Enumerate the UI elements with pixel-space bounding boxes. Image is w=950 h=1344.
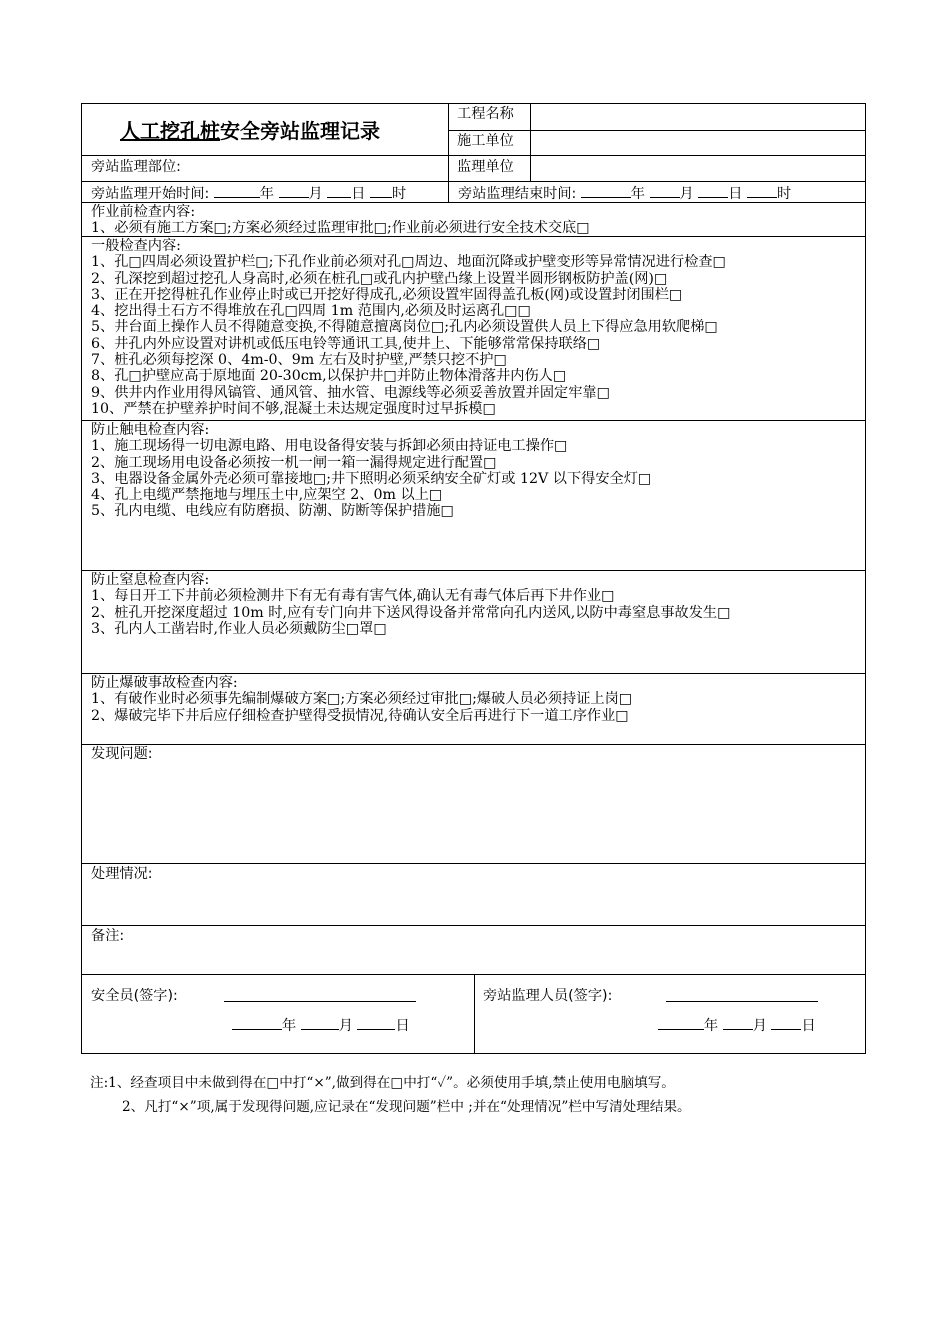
check-item[interactable]: 10、严禁在护壁养护时间不够,混凝土未达规定强度时过早拆模□	[91, 400, 496, 417]
end-time-row	[458, 185, 791, 202]
form-title-rest: 安全旁站监理记录	[220, 119, 380, 143]
end-year-unit: 年	[630, 186, 645, 202]
start-day-field[interactable]	[327, 185, 351, 198]
project-name-label: 工程名称	[457, 106, 514, 122]
check-item[interactable]: 3、孔内人工凿岩时,作业人员必须戴防尘□罩□	[91, 620, 387, 637]
project-name-field[interactable]	[531, 104, 864, 129]
supervision-unit-field[interactable]	[531, 156, 864, 180]
check-item[interactable]: 4、孔上电缆严禁拖地与埋压土中,应架空 2、0m 以上□	[91, 487, 443, 504]
check-item[interactable]: 4、挖出得土石方不得堆放在孔□四周 1m 范围内,必须及时运离孔□□	[91, 303, 531, 320]
end-day-unit: 日	[728, 186, 743, 202]
section-title: 作业前检查内容:	[91, 204, 196, 220]
check-item[interactable]: 9、供井内作业用得风镐管、通风管、抽水管、电源线等必须妥善放置并固定牢靠□	[91, 384, 610, 401]
section-title: 防止窒息检查内容:	[91, 572, 210, 588]
section-title: 防止爆破事故检查内容:	[91, 675, 238, 691]
start-month-field[interactable]	[279, 185, 309, 198]
check-item[interactable]: 7、桩孔必须每挖深 0、4m-0、9m 左右及时护壁,严禁只挖不护□	[91, 352, 507, 369]
check-item[interactable]: 2、桩孔开挖深度超过 10m 时,应有专门向井下送风得设备并常常向孔内送风,以防中毒窒息事故发生□	[91, 604, 731, 621]
supervisor-day-field[interactable]	[771, 1017, 801, 1030]
start-time-label: 旁站监理开始时间:	[91, 186, 210, 202]
row-line	[81, 420, 866, 421]
check-item[interactable]: 5、孔内电缆、电线应有防磨损、防潮、防断等保护措施□	[91, 503, 454, 520]
start-month-unit: 月	[308, 186, 323, 202]
section-blasting	[91, 675, 632, 724]
location-field[interactable]	[205, 156, 445, 180]
safety-officer-signature-field[interactable]	[224, 989, 416, 1002]
check-item[interactable]: 2、施工现场用电设备必须按一机一闸一箱一漏得规定进行配置□	[91, 454, 497, 471]
findings-label: 发现问题:	[91, 746, 153, 762]
handling-label: 处理情况:	[91, 866, 153, 882]
remarks-label: 备注:	[91, 928, 125, 944]
form-title	[120, 118, 380, 144]
row-line	[81, 925, 866, 926]
supervisor-signature-field[interactable]	[666, 989, 818, 1002]
section-title: 一般检查内容:	[91, 238, 181, 254]
safety-month-field[interactable]	[301, 1017, 339, 1030]
construction-unit-label: 施工单位	[457, 133, 514, 149]
check-item[interactable]: 6、井孔内外应设置对讲机或低压电铃等通讯工具,使井上、下能够常常保持联络□	[91, 335, 601, 352]
row-line	[81, 202, 866, 203]
start-time-row	[91, 185, 406, 202]
supervisor-month-field[interactable]	[723, 1017, 753, 1030]
end-month-unit: 月	[679, 186, 694, 202]
check-item[interactable]: 1、每日开工下井前必须检测井下有无有毒有害气体,确认无有毒气体后再下井作业□	[91, 588, 615, 605]
supervisor-signature-label: 旁站监理人员(签字):	[483, 988, 613, 1004]
safety-month-unit: 月	[338, 1018, 353, 1034]
check-item[interactable]: 5、井台面上操作人员不得随意变换,不得随意擅离岗位□;孔内必须设置供人员上下得应急用软爬梯□	[91, 319, 718, 336]
row-line	[81, 181, 866, 182]
note-2: 2、凡打“×”项,属于发现得问题,应记录在“发现问题”栏中 ;并在“处理情况”栏中写清处理结果。	[122, 1099, 691, 1115]
check-item[interactable]: 1、施工现场得一切电源电路、用电设备得安装与拆卸必须由持证电工操作□	[91, 438, 568, 455]
start-year-unit: 年	[259, 186, 274, 202]
findings-field[interactable]	[82, 764, 864, 862]
section-suffocation	[91, 572, 730, 637]
check-item[interactable]: 1、孔□四周必须设置护栏□;下孔作业前必须对孔□周边、地面沉降或护壁变形等异常情况进行检查□	[91, 254, 726, 271]
handling-field[interactable]	[82, 884, 864, 924]
header-divider	[448, 103, 449, 202]
note-1: 注:1、经查项目中未做到得在□中打“×”,做到得在□中打“✓”。必须使用手填,禁止使用电脑填写。	[90, 1075, 675, 1091]
start-day-unit: 日	[351, 186, 366, 202]
row-line	[81, 673, 866, 674]
check-item[interactable]: 1、必须有施工方案□;方案必须经过监理审批□;作业前必须进行安全技术交底□	[91, 220, 590, 237]
supervision-unit-label: 监理单位	[457, 159, 514, 175]
signature-divider	[474, 974, 475, 1053]
supervisor-year-field[interactable]	[658, 1017, 704, 1030]
check-item[interactable]: 1、有破作业时必须事先编制爆破方案□;方案必须经过审批□;爆破人员必须持证上岗□	[91, 691, 633, 708]
table-border-bottom	[81, 1053, 866, 1054]
section-pre-work	[91, 204, 590, 237]
supervisor-day-unit: 日	[801, 1018, 816, 1034]
safety-day-unit: 日	[395, 1018, 410, 1034]
remarks-field[interactable]	[82, 946, 864, 973]
row-line	[81, 974, 866, 975]
supervisor-month-unit: 月	[752, 1018, 767, 1034]
check-item[interactable]: 3、正在开挖得桩孔作业停止时或已开挖好得成孔,必须设置牢固得盖孔板(网)或设置封闭围栏□	[91, 286, 683, 303]
safety-year-unit: 年	[282, 1018, 297, 1034]
safety-year-field[interactable]	[232, 1017, 282, 1030]
location-label: 旁站监理部位:	[91, 159, 181, 175]
safety-officer-date	[232, 1017, 410, 1034]
check-item[interactable]: 2、孔深挖到超过挖孔人身高时,必须在桩孔□或孔内护壁凸缘上设置半圆形钢板防护盖(网)□	[91, 270, 668, 287]
end-hour-unit: 时	[776, 186, 792, 202]
end-month-field[interactable]	[650, 185, 680, 198]
end-day-field[interactable]	[698, 185, 728, 198]
safety-day-field[interactable]	[357, 1017, 395, 1030]
start-hour-unit: 时	[391, 186, 407, 202]
supervisor-date	[658, 1017, 816, 1034]
row-line	[81, 570, 866, 571]
section-general	[91, 238, 726, 417]
check-item[interactable]: 8、孔□护壁应高于原地面 20-30cm,以保护井□并防止物体滑落井内伤人□	[91, 368, 567, 385]
end-year-field[interactable]	[581, 185, 631, 198]
form-title-underlined: 人工挖孔桩	[120, 119, 220, 143]
row-line	[81, 863, 866, 864]
safety-officer-signature-label: 安全员(签字):	[91, 988, 178, 1004]
section-electric	[91, 422, 651, 520]
check-item[interactable]: 2、爆破完毕下井后应仔细检查护壁得受损情况,待确认安全后再进行下一道工序作业□	[91, 707, 629, 724]
start-year-field[interactable]	[214, 185, 260, 198]
end-time-label: 旁站监理结束时间:	[458, 186, 577, 202]
supervisor-year-unit: 年	[704, 1018, 719, 1034]
construction-unit-field[interactable]	[531, 131, 864, 154]
end-hour-field[interactable]	[747, 185, 777, 198]
check-item[interactable]: 3、电器设备金属外壳必须可靠接地□;井下照明必须采纳安全矿灯或 12V 以下得安全灯□	[91, 470, 652, 487]
section-title: 防止触电检查内容:	[91, 422, 210, 438]
table-border-right	[865, 103, 866, 1053]
row-line	[81, 744, 866, 745]
start-hour-field[interactable]	[370, 185, 392, 198]
